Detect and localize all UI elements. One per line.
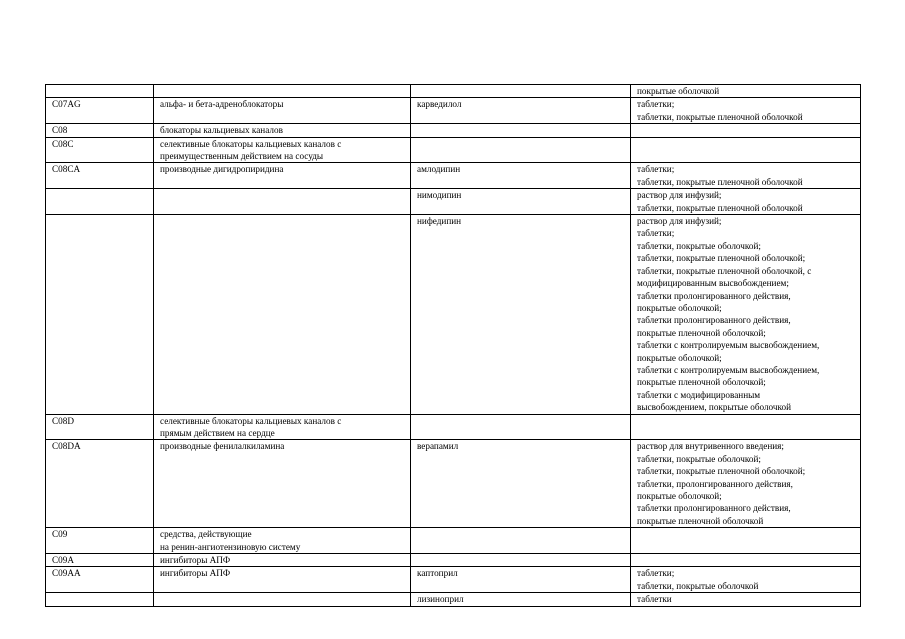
dosage-form-cell: таблетки; таблетки, покрытые пленочной оболочкой [631, 163, 861, 189]
table-row [46, 98, 861, 124]
table-row [46, 554, 861, 567]
drug-name-cell [411, 85, 631, 98]
drug-name-cell: лизиноприл [411, 593, 631, 606]
pharmacological-group-cell: блокаторы кальциевых каналов [154, 124, 411, 137]
table-row [46, 137, 861, 163]
drug-name-cell: карведилол [411, 98, 631, 124]
drug-name-cell: верапамил [411, 440, 631, 528]
pharmacological-group-cell: ингибиторы АПФ [154, 567, 411, 593]
drug-name-cell [411, 528, 631, 554]
atc-code-cell [46, 85, 154, 98]
drug-name-cell [411, 124, 631, 137]
dosage-form-cell: раствор для внутривенного введения; таблетки, покрытые оболочкой; таблетки, покрытые пленочной оболочкой; таблетки, пролонгированного действия, покрытые оболочкой; таблетки пролонгированного действия, покрытые пленочной оболочкой [631, 440, 861, 528]
pharmacological-group-cell: альфа- и бета-адреноблокаторы [154, 98, 411, 124]
atc-code-cell: C09 [46, 528, 154, 554]
table-row [46, 163, 861, 189]
table-row [46, 124, 861, 137]
pharmacological-group-cell [154, 215, 411, 415]
pharmacological-group-cell: производные дигидропиридина [154, 163, 411, 189]
medication-table [45, 84, 861, 607]
atc-code-cell: C08CA [46, 163, 154, 189]
atc-code-cell: C08D [46, 414, 154, 440]
table-row [46, 414, 861, 440]
drug-name-cell: каптоприл [411, 567, 631, 593]
atc-code-cell: C08C [46, 137, 154, 163]
atc-code-cell: C08 [46, 124, 154, 137]
table-row [46, 593, 861, 606]
drug-name-cell [411, 414, 631, 440]
atc-code-cell [46, 215, 154, 415]
atc-code-cell: C09A [46, 554, 154, 567]
dosage-form-cell: таблетки [631, 593, 861, 606]
dosage-form-cell [631, 414, 861, 440]
table-row [46, 85, 861, 98]
pharmacological-group-cell: производные фенилалкиламина [154, 440, 411, 528]
dosage-form-cell [631, 528, 861, 554]
medication-table-body [46, 85, 861, 607]
dosage-form-cell [631, 554, 861, 567]
drug-name-cell: нимодипин [411, 189, 631, 215]
table-row [46, 440, 861, 528]
drug-name-cell: нифедипин [411, 215, 631, 415]
drug-name-cell: амлодипин [411, 163, 631, 189]
dosage-form-cell: таблетки; таблетки, покрытые оболочкой [631, 567, 861, 593]
atc-code-cell: C08DA [46, 440, 154, 528]
atc-code-cell [46, 593, 154, 606]
table-row [46, 567, 861, 593]
dosage-form-cell: раствор для инфузий; таблетки, покрытые пленочной оболочкой [631, 189, 861, 215]
dosage-form-cell: покрытые оболочкой [631, 85, 861, 98]
dosage-form-cell: раствор для инфузий; таблетки; таблетки, покрытые оболочкой; таблетки, покрытые пленочной оболочкой; таблетки, покрытые пленочной оболочкой, с модифицированным высвобождением; таблетки пролонгированного действия, покрытые оболочкой; таблетки пролонгированного действия, покрытые пленочной оболочкой; таблетки с контролируемым высвобождением, покрытые оболочкой; таблетки с контролируемым высвобождением, покрытые пленочной оболочкой; таблетки с модифицированным высвобождением, покрытые оболочкой [631, 215, 861, 415]
atc-code-cell [46, 189, 154, 215]
pharmacological-group-cell [154, 85, 411, 98]
dosage-form-cell: таблетки; таблетки, покрытые пленочной оболочкой [631, 98, 861, 124]
pharmacological-group-cell [154, 189, 411, 215]
table-row [46, 189, 861, 215]
pharmacological-group-cell [154, 593, 411, 606]
pharmacological-group-cell: селективные блокаторы кальциевых каналов с преимущественным действием на сосуды [154, 137, 411, 163]
atc-code-cell: C07AG [46, 98, 154, 124]
pharmacological-group-cell: ингибиторы АПФ [154, 554, 411, 567]
drug-name-cell [411, 137, 631, 163]
atc-code-cell: C09AA [46, 567, 154, 593]
pharmacological-group-cell: средства, действующие на ренин-ангиотензиновую систему [154, 528, 411, 554]
dosage-form-cell [631, 137, 861, 163]
drug-name-cell [411, 554, 631, 567]
table-row [46, 215, 861, 415]
table-row [46, 528, 861, 554]
dosage-form-cell [631, 124, 861, 137]
pharmacological-group-cell: селективные блокаторы кальциевых каналов с прямым действием на сердце [154, 414, 411, 440]
